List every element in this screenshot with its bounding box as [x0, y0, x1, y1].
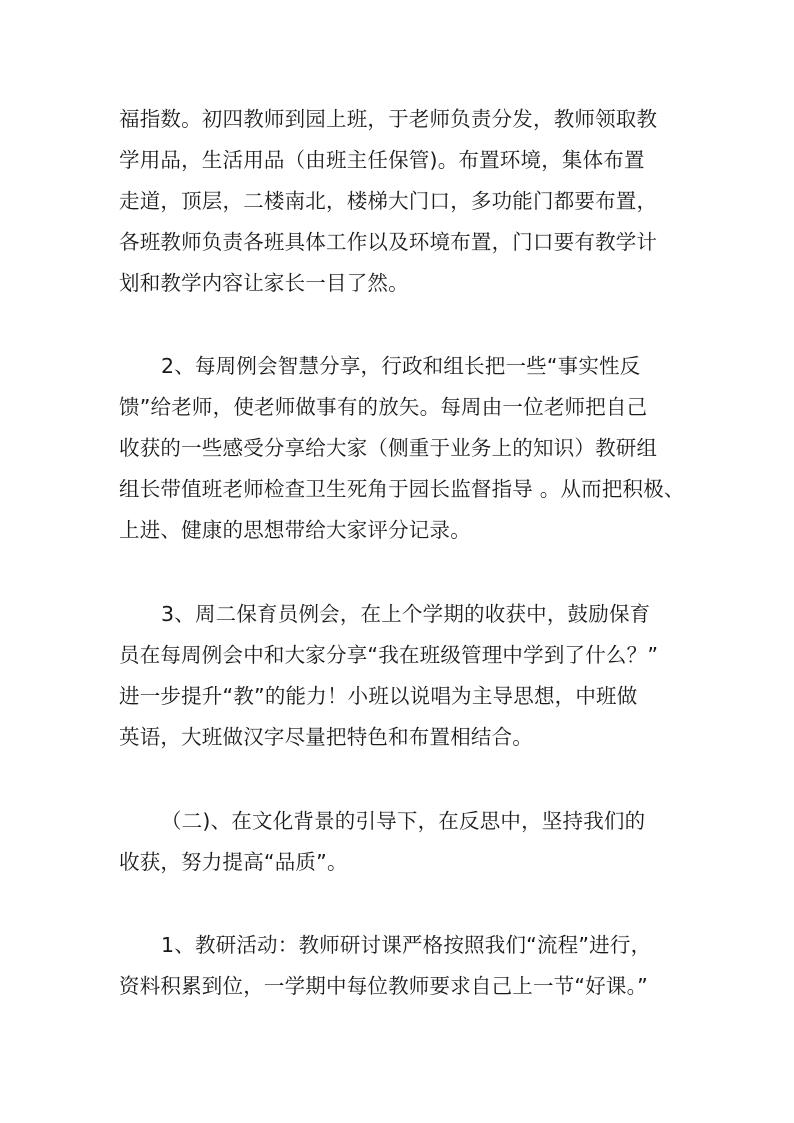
paragraph-2-line-5: 上进、健康的思想带给大家评分记录。	[119, 518, 471, 542]
paragraph-2-line-4: 组长带值班老师检查卫生死角于园长监督指导 。从而把积极、	[119, 477, 685, 501]
paragraph-3-line-4: 英语，大班做汉字尽量把特色和布置相结合。	[119, 725, 533, 749]
paragraph-2-line-1: 2、每周例会智慧分享，行政和组长把一些“事实性反	[161, 354, 641, 378]
paragraph-1-line-5: 划和教学内容让家长一目了然。	[119, 271, 409, 295]
paragraph-4-line-1: （二)、在文化背景的引导下，在反思中，坚持我们的	[161, 809, 646, 833]
paragraph-5-line-2: 资料积累到位，一学期中每位教师要求自己上一节“好课。”	[119, 974, 648, 998]
paragraph-4-line-2: 收获，努力提高“品质”。	[119, 850, 348, 874]
paragraph-5-line-1: 1、教研活动：教师研讨课严格按照我们“流程”进行，	[161, 933, 652, 957]
paragraph-1-line-2: 学用品，生活用品（由班主任保管)。布置环境，集体布置	[119, 148, 645, 172]
paragraph-2-line-2: 馈”给老师，使老师做事有的放矢。每周由一位老师把自己	[119, 395, 648, 419]
paragraph-3-line-3: 进一步提升“教”的能力！小班以说唱为主导思想，中班做	[119, 684, 638, 708]
paragraph-1-line-3: 走道，顶层，二楼南北，楼梯大门口，多功能门都要布置，	[119, 189, 658, 213]
paragraph-1-line-4: 各班教师负责各班具体工作以及环境布置，门口要有教学计	[119, 230, 658, 254]
paragraph-3-line-2: 员在每周例会中和大家分享“我在班级管理中学到了什么？”	[119, 643, 659, 667]
paragraph-1-line-1: 福指数。初四教师到园上班，于老师负责分发，教师领取教	[119, 107, 658, 131]
paragraph-3-line-1: 3、周二保育员例会，在上个学期的收获中，鼓励保育	[161, 602, 651, 626]
paragraph-2-line-3: 收获的一些感受分享给大家（侧重于业务上的知识）教研组	[119, 436, 658, 460]
